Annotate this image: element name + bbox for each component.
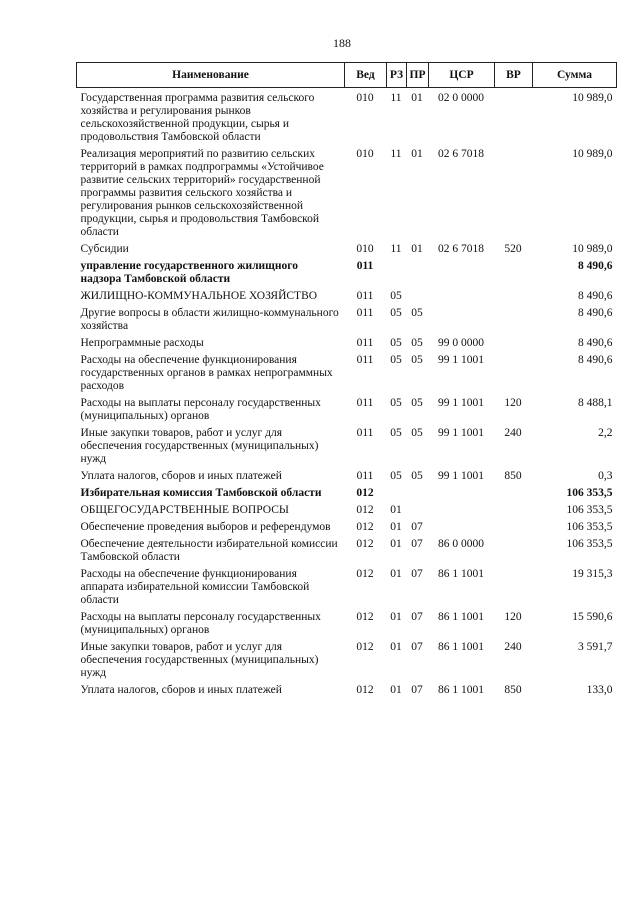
row-name: Уплата налогов, сборов и иных платежей — [80, 470, 282, 482]
row-name: Уплата налогов, сборов и иных платежей — [80, 684, 282, 696]
row-vr — [495, 256, 533, 286]
row-name: Расходы на обеспечение функционирования государственных органов в рамках непрограммных расходов — [80, 354, 333, 392]
col-header-pr: ПР — [407, 63, 429, 88]
row-csr: 02 6 7018 — [438, 148, 484, 160]
row-rz — [387, 483, 407, 500]
row-sum: 106 353,5 — [566, 538, 613, 550]
row-name: Обеспечение деятельности избирательной комиссии Тамбовской области — [80, 538, 338, 563]
row-pr: 05 — [411, 397, 423, 409]
table-row — [77, 534, 617, 564]
table-row — [77, 483, 617, 500]
row-csr: 99 0 0000 — [438, 337, 484, 349]
row-vr — [495, 564, 533, 607]
row-ved: 011 — [356, 337, 374, 349]
row-sum: 8 490,6 — [578, 290, 613, 302]
row-pr: 05 — [411, 470, 423, 482]
row-csr: 99 1 1001 — [438, 470, 484, 482]
row-ved: 010 — [356, 148, 374, 160]
row-pr — [407, 286, 429, 303]
row-sum: 10 989,0 — [572, 92, 613, 104]
row-vr: 240 — [504, 641, 522, 653]
row-vr — [495, 517, 533, 534]
row-rz: 05 — [390, 307, 402, 319]
row-rz: 05 — [390, 354, 402, 366]
row-name: Непрограммные расходы — [80, 337, 204, 349]
row-sum: 8 490,6 — [578, 260, 613, 272]
row-csr: 02 0 0000 — [438, 92, 484, 104]
row-rz: 01 — [390, 641, 402, 653]
col-header-csr: ЦСР — [429, 63, 495, 88]
row-rz: 05 — [390, 470, 402, 482]
row-pr: 05 — [411, 427, 423, 439]
row-pr — [407, 483, 429, 500]
row-sum: 2,2 — [598, 427, 613, 439]
row-ved: 011 — [356, 354, 374, 366]
row-vr — [495, 350, 533, 393]
row-csr: 86 0 0000 — [438, 538, 484, 550]
row-pr: 01 — [411, 92, 423, 104]
row-csr: 99 1 1001 — [438, 397, 484, 409]
row-csr — [429, 483, 495, 500]
row-ved: 011 — [356, 427, 374, 439]
row-sum: 8 490,6 — [578, 354, 613, 366]
row-vr: 520 — [504, 243, 522, 255]
row-rz: 01 — [390, 504, 402, 516]
row-rz: 11 — [390, 92, 402, 104]
row-ved: 011 — [356, 260, 374, 272]
table-row — [77, 680, 617, 697]
row-vr: 120 — [504, 397, 522, 409]
table-row — [77, 303, 617, 333]
row-rz: 01 — [390, 538, 402, 550]
row-name: ЖИЛИЩНО-КОММУНАЛЬНОЕ ХОЗЯЙСТВО — [80, 290, 318, 302]
row-ved: 012 — [356, 611, 374, 623]
row-ved: 012 — [356, 641, 374, 653]
row-name: Расходы на выплаты персоналу государственных (муниципальных) органов — [80, 611, 321, 636]
row-pr: 01 — [411, 148, 423, 160]
row-rz: 05 — [390, 337, 402, 349]
row-csr — [429, 286, 495, 303]
col-header-sum: Сумма — [533, 63, 617, 88]
row-csr: 99 1 1001 — [438, 354, 484, 366]
row-vr: 240 — [504, 427, 522, 439]
table-row — [77, 144, 617, 239]
row-name: Избирательная комиссия Тамбовской области — [80, 487, 322, 499]
row-ved: 012 — [356, 684, 374, 696]
row-csr — [429, 500, 495, 517]
row-pr: 07 — [411, 568, 423, 580]
row-rz: 11 — [390, 243, 402, 255]
row-sum: 3 591,7 — [578, 641, 613, 653]
row-vr: 850 — [504, 470, 522, 482]
row-csr — [429, 303, 495, 333]
row-vr: 120 — [504, 611, 522, 623]
table-row — [77, 333, 617, 350]
row-name: управление государственного жилищного надзора Тамбовской области — [80, 260, 298, 285]
row-pr: 07 — [411, 521, 423, 533]
row-name: ОБЩЕГОСУДАРСТВЕННЫЕ ВОПРОСЫ — [80, 504, 289, 516]
col-header-ved: Вед — [345, 63, 387, 88]
row-pr: 01 — [411, 243, 423, 255]
row-vr — [495, 534, 533, 564]
row-sum: 15 590,6 — [572, 611, 613, 623]
row-vr — [495, 88, 533, 145]
table-row — [77, 286, 617, 303]
table-row — [77, 393, 617, 423]
row-name: Субсидии — [80, 243, 129, 255]
col-header-name: Наименование — [77, 63, 345, 88]
row-pr: 05 — [411, 307, 423, 319]
row-name: Реализация мероприятий по развитию сельских территорий в рамках подпрограммы «Устойчивое развитие сельских территорий» государственной программы развития сельского хозяйства и регулирования рынков сельскохозяйственной продукции, сырья и продовольствия Тамбовской области — [80, 148, 324, 238]
row-vr — [495, 500, 533, 517]
row-sum: 106 353,5 — [566, 487, 613, 499]
row-sum: 8 488,1 — [578, 397, 613, 409]
row-sum: 106 353,5 — [566, 521, 613, 533]
col-header-rz: РЗ — [387, 63, 407, 88]
table-row — [77, 500, 617, 517]
row-ved: 012 — [356, 521, 374, 533]
row-pr: 07 — [411, 641, 423, 653]
table-header-row — [77, 63, 617, 88]
row-rz: 05 — [390, 397, 402, 409]
row-name: Иные закупки товаров, работ и услуг для обеспечения государственных (муниципальных) нужд — [80, 427, 319, 465]
row-csr — [429, 517, 495, 534]
row-pr — [407, 256, 429, 286]
row-vr — [495, 144, 533, 239]
row-name: Расходы на выплаты персоналу государственных (муниципальных) органов — [80, 397, 321, 422]
row-sum: 8 490,6 — [578, 307, 613, 319]
row-pr: 07 — [411, 538, 423, 550]
row-pr: 05 — [411, 337, 423, 349]
row-vr: 850 — [504, 684, 522, 696]
row-csr: 99 1 1001 — [438, 427, 484, 439]
row-ved: 012 — [356, 504, 374, 516]
row-ved: 012 — [356, 568, 374, 580]
row-csr — [429, 256, 495, 286]
row-pr: 05 — [411, 354, 423, 366]
row-ved: 011 — [356, 307, 374, 319]
row-rz: 01 — [390, 521, 402, 533]
row-ved: 010 — [356, 92, 374, 104]
row-vr — [495, 333, 533, 350]
row-rz: 05 — [390, 290, 402, 302]
page-number: 188 — [333, 36, 351, 50]
row-ved: 011 — [356, 397, 374, 409]
row-rz: 01 — [390, 611, 402, 623]
table-row — [77, 350, 617, 393]
table-row — [77, 88, 617, 145]
row-ved: 012 — [356, 538, 374, 550]
row-csr: 02 6 7018 — [438, 243, 484, 255]
row-ved: 010 — [356, 243, 374, 255]
table-row — [77, 517, 617, 534]
row-sum: 133,0 — [586, 684, 613, 696]
table-row — [77, 256, 617, 286]
row-csr: 86 1 1001 — [438, 684, 484, 696]
row-ved: 011 — [356, 470, 374, 482]
row-csr: 86 1 1001 — [438, 568, 484, 580]
row-rz: 01 — [390, 568, 402, 580]
table-row — [77, 564, 617, 607]
row-sum: 19 315,3 — [572, 568, 613, 580]
row-sum: 106 353,5 — [566, 504, 613, 516]
row-csr: 86 1 1001 — [438, 641, 484, 653]
row-vr — [495, 483, 533, 500]
row-rz: 05 — [390, 427, 402, 439]
row-name: Другие вопросы в области жилищно-коммунального хозяйства — [80, 307, 339, 332]
row-pr: 07 — [411, 684, 423, 696]
row-name: Государственная программа развития сельского хозяйства и регулирования рынков сельскохозяйственной продукции, сырья и продовольствия Тамбовской области — [80, 92, 315, 143]
row-name: Иные закупки товаров, работ и услуг для обеспечения государственных (муниципальных) нужд — [80, 641, 319, 679]
row-rz: 01 — [390, 684, 402, 696]
row-name: Расходы на обеспечение функционирования аппарата избирательной комиссии Тамбовской области — [80, 568, 310, 606]
row-vr — [495, 286, 533, 303]
row-sum: 8 490,6 — [578, 337, 613, 349]
row-ved: 011 — [356, 290, 374, 302]
budget-table — [76, 62, 617, 697]
row-ved: 012 — [356, 487, 374, 499]
table-row — [77, 466, 617, 483]
row-pr — [407, 500, 429, 517]
row-name: Обеспечение проведения выборов и референдумов — [80, 521, 331, 533]
col-header-vr: ВР — [495, 63, 533, 88]
row-sum: 10 989,0 — [572, 243, 613, 255]
table-row — [77, 239, 617, 256]
row-vr — [495, 303, 533, 333]
table-row — [77, 423, 617, 466]
table-row — [77, 607, 617, 637]
row-csr: 86 1 1001 — [438, 611, 484, 623]
row-rz — [387, 256, 407, 286]
row-pr: 07 — [411, 611, 423, 623]
row-sum: 10 989,0 — [572, 148, 613, 160]
row-sum: 0,3 — [598, 470, 613, 482]
table-row — [77, 637, 617, 680]
row-rz: 11 — [390, 148, 402, 160]
